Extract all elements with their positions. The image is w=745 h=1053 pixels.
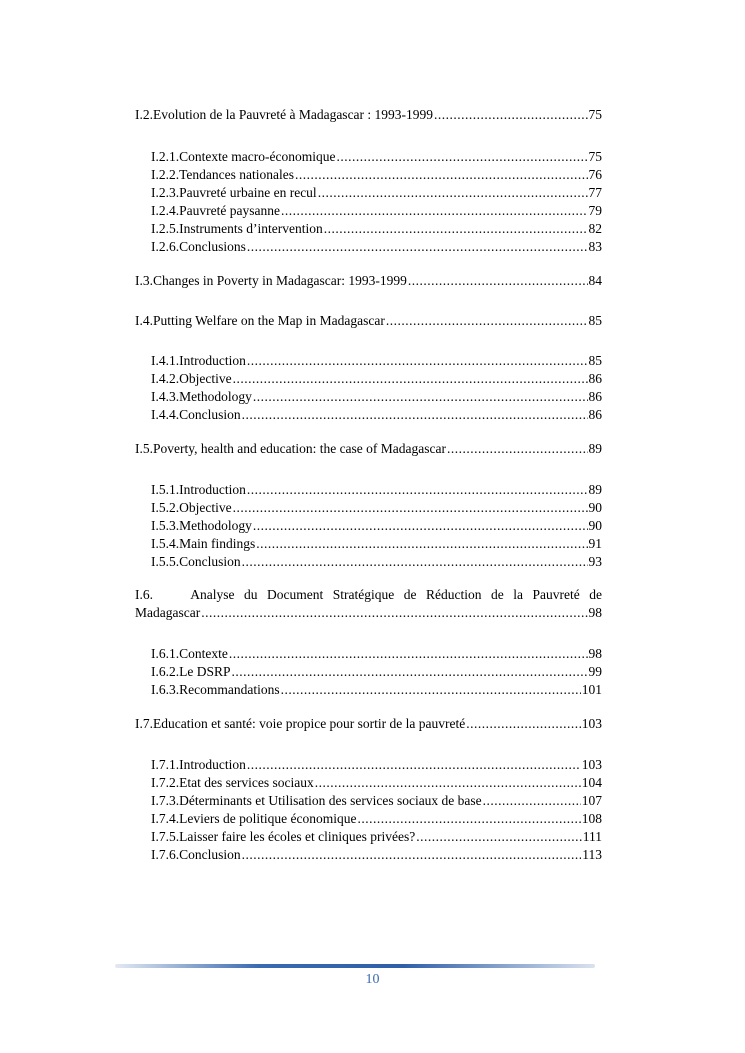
toc-leader [247, 481, 588, 499]
toc-number: I.5.4. [151, 536, 180, 551]
toc-leader [318, 184, 588, 202]
toc-leader [233, 370, 588, 388]
toc-page: 79 [588, 203, 602, 218]
toc-page: 99 [588, 664, 602, 679]
toc-title: Introduction [179, 757, 246, 772]
toc-page: 85 [588, 353, 602, 368]
toc-leader [242, 406, 588, 424]
toc-leader [357, 810, 580, 828]
toc-title: Leviers de politique économique [179, 811, 357, 826]
toc-title: Contexte macro-économique [179, 149, 336, 164]
toc-number: I.6.1. [151, 646, 180, 661]
toc-number: I.4.1. [151, 353, 180, 368]
toc-page: 84 [588, 273, 602, 288]
toc-page: 98 [588, 605, 602, 620]
toc-page: 91 [588, 536, 602, 551]
toc-page: 76 [588, 167, 602, 182]
toc-entry-i5-1[interactable] [151, 481, 602, 499]
toc-page: 113 [582, 847, 602, 862]
toc-page: 98 [588, 646, 602, 661]
toc-title: Introduction [179, 353, 246, 368]
toc-entry-i5-3[interactable] [151, 517, 602, 535]
toc-leader [247, 352, 588, 370]
footer-rule [115, 964, 595, 968]
toc-entry-i7[interactable] [135, 715, 602, 733]
toc-page: 86 [588, 389, 602, 404]
toc-leader [416, 828, 581, 846]
toc-entry-i6-2[interactable] [151, 663, 602, 681]
toc-title: Objective [179, 500, 232, 515]
toc-leader [281, 202, 588, 220]
toc-entry-i7-6[interactable] [151, 846, 602, 864]
toc-page: 89 [588, 441, 602, 456]
toc-page: 101 [581, 682, 602, 697]
toc-number: I.2.1. [151, 149, 180, 164]
toc-entry-i4-1[interactable] [151, 352, 602, 370]
toc-entry-i5-2[interactable] [151, 499, 602, 517]
toc-title: Evolution de la Pauvreté à Madagascar : 1993-1999 [153, 107, 434, 122]
toc-number: I.7.3. [151, 793, 180, 808]
toc-entry-i7-5[interactable] [151, 828, 602, 846]
toc-page: 104 [581, 775, 602, 790]
toc-leader [447, 440, 587, 458]
toc-page: 86 [588, 371, 602, 386]
toc-title: Recommandations [179, 682, 280, 697]
toc-leader [201, 604, 587, 622]
toc-entry-i5-4[interactable] [151, 535, 602, 553]
toc-number: I.7.2. [151, 775, 180, 790]
toc-page: 77 [588, 185, 602, 200]
toc-number: I.7.4. [151, 811, 180, 826]
toc-title: Changes in Poverty in Madagascar: 1993-1999 [153, 273, 407, 288]
toc-page: 111 [582, 829, 602, 844]
toc-page: 89 [588, 482, 602, 497]
toc-number: I.4.2. [151, 371, 180, 386]
toc-title: Pauvreté urbaine en recul [179, 185, 317, 200]
page-number: 10 [365, 972, 380, 987]
toc-entry-i6-3[interactable] [151, 681, 602, 699]
toc-leader [247, 238, 588, 256]
toc-entry-i2-3[interactable] [151, 184, 602, 202]
toc-number: I.6.3. [151, 682, 180, 697]
toc-leader [324, 220, 588, 238]
toc-page: 107 [581, 793, 602, 808]
toc-number: I.2.6. [151, 239, 180, 254]
toc-entry-i2-1[interactable] [151, 148, 602, 166]
toc-number: I.6. [135, 587, 153, 602]
toc-entry-i6-line1[interactable] [135, 586, 602, 604]
toc-title: Tendances nationales [179, 167, 295, 182]
toc-entry-i3[interactable] [135, 272, 602, 290]
toc-entry-i2-2[interactable] [151, 166, 602, 184]
toc-leader [242, 846, 582, 864]
toc-entry-i5[interactable] [135, 440, 602, 458]
toc-entry-i4-4[interactable] [151, 406, 602, 424]
toc-entry-i4-3[interactable] [151, 388, 602, 406]
toc-number: I.5. [135, 441, 153, 456]
toc-entry-i6-line2[interactable] [135, 604, 602, 622]
toc-entry-i2-6[interactable] [151, 238, 602, 256]
toc-title: Introduction [179, 482, 246, 497]
toc-number: I.2.5. [151, 221, 180, 236]
toc-page: 108 [581, 811, 602, 826]
toc-number: I.7. [135, 716, 153, 731]
toc-leader [281, 681, 581, 699]
toc-title: Madagascar [135, 605, 201, 620]
toc-number: I.4. [135, 313, 153, 328]
toc-page: 83 [588, 239, 602, 254]
toc-title: Conclusion [179, 847, 241, 862]
toc-number: I.7.5. [151, 829, 180, 844]
toc-number: I.4.4. [151, 407, 180, 422]
toc-title: Contexte [179, 646, 228, 661]
toc-number: I.5.5. [151, 554, 180, 569]
toc-title: Putting Welfare on the Map in Madagascar [153, 313, 385, 328]
toc-leader [242, 553, 588, 571]
toc-leader [233, 499, 588, 517]
toc-entry-i2[interactable] [135, 106, 602, 124]
toc-title: Pauvreté paysanne [179, 203, 280, 218]
toc-number: I.2.3. [151, 185, 180, 200]
toc-title: Methodology [179, 518, 252, 533]
toc-number: I.6.2. [151, 664, 180, 679]
toc-leader [256, 535, 587, 553]
toc-title: Conclusion [179, 554, 241, 569]
toc-page: 85 [588, 313, 602, 328]
toc-page: 90 [588, 518, 602, 533]
toc-page: 93 [588, 554, 602, 569]
toc-title: Main findings [179, 536, 256, 551]
toc-page: 103 [581, 757, 602, 772]
toc-title: Laisser faire les écoles et cliniques privées? [179, 829, 416, 844]
toc-number: I.5.3. [151, 518, 180, 533]
toc-leader [434, 106, 587, 124]
toc-number: I.2. [135, 107, 153, 122]
toc-title: Déterminants et Utilisation des services sociaux de base [179, 793, 482, 808]
toc-number: I.7.1. [151, 757, 180, 772]
toc-leader [229, 645, 588, 663]
toc-page: 103 [581, 716, 602, 731]
toc-page: 75 [588, 149, 602, 164]
toc-page: 90 [588, 500, 602, 515]
toc-leader [253, 517, 588, 535]
toc-entry-i7-2[interactable] [151, 774, 602, 792]
toc-leader [247, 756, 581, 774]
toc-entry-i7-1[interactable] [151, 756, 602, 774]
toc-entry-i4[interactable] [135, 312, 602, 330]
toc-title: Objective [179, 371, 232, 386]
toc-title: Conclusions [179, 239, 246, 254]
toc-page: 86 [588, 407, 602, 422]
toc-leader [408, 272, 588, 290]
toc-number: I.2.4. [151, 203, 180, 218]
toc-number: I.4.3. [151, 389, 180, 404]
toc-leader [253, 388, 588, 406]
toc-title: Education et santé: voie propice pour sortir de la pauvreté [153, 716, 466, 731]
toc-leader [483, 792, 581, 810]
toc-entry-i2-4[interactable] [151, 202, 602, 220]
toc-page: 82 [588, 221, 602, 236]
toc-leader [336, 148, 587, 166]
toc-entry-i5-5[interactable] [151, 553, 602, 571]
toc-title: Conclusion [179, 407, 241, 422]
toc-title: Le DSRP [179, 664, 231, 679]
toc-title: Etat des services sociaux [179, 775, 314, 790]
toc-leader [386, 312, 588, 330]
toc-leader [295, 166, 587, 184]
toc-title: Analyse du Document Stratégique de Réduction de la Pauvreté de [190, 587, 602, 602]
toc-entry-i4-2[interactable] [151, 370, 602, 388]
toc-leader [232, 663, 588, 681]
toc-number: I.5.2. [151, 500, 180, 515]
toc-title: Poverty, health and education: the case of Madagascar [153, 441, 447, 456]
toc-page: 75 [588, 107, 602, 122]
toc-entry-i6-1[interactable] [151, 645, 602, 663]
toc-entry-i7-4[interactable] [151, 810, 602, 828]
toc-title: Methodology [179, 389, 252, 404]
toc-entry-i2-5[interactable] [151, 220, 602, 238]
toc-number: I.3. [135, 273, 153, 288]
toc-number: I.2.2. [151, 167, 180, 182]
toc-title: Instruments d’intervention [179, 221, 323, 236]
toc-number: I.7.6. [151, 847, 180, 862]
toc-entry-i7-3[interactable] [151, 792, 602, 810]
toc-leader [315, 774, 581, 792]
toc-leader [466, 715, 580, 733]
toc-number: I.5.1. [151, 482, 180, 497]
